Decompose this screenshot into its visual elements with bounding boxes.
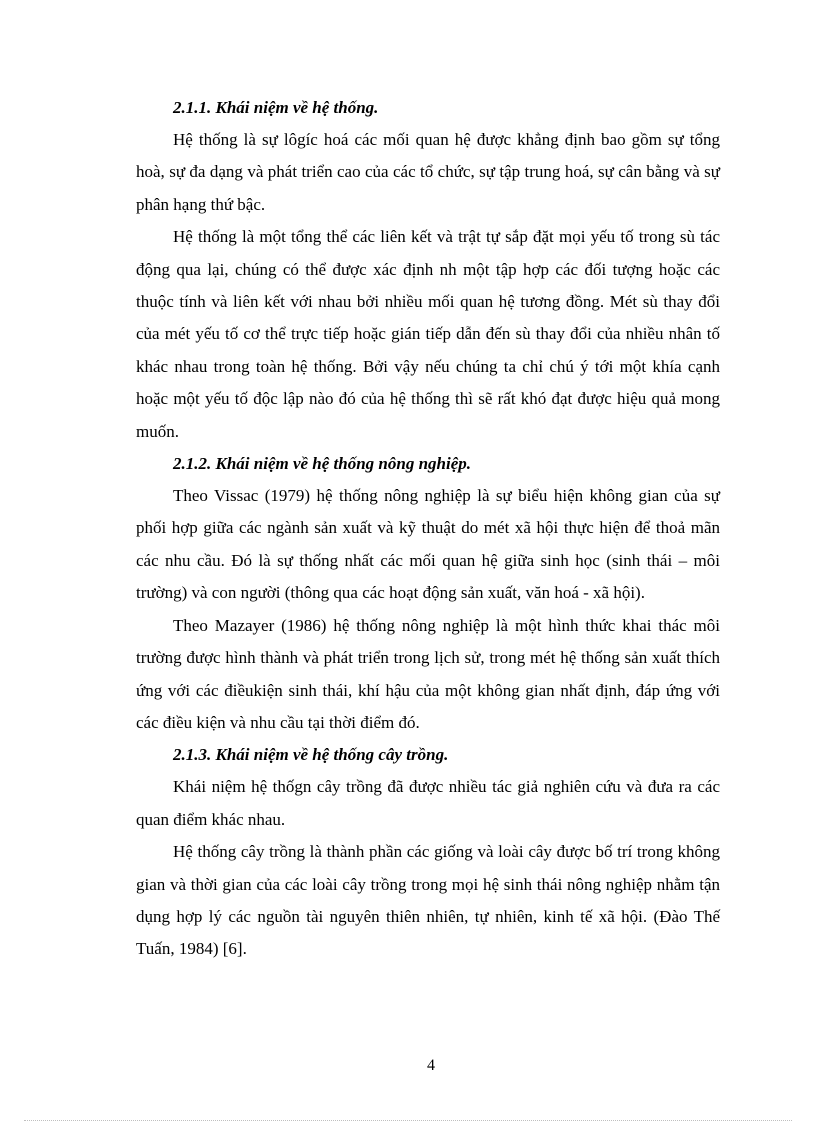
paragraph: Theo Mazayer (1986) hệ thống nông nghiệp là một hình thức khai thác môi trường được hình thành và phát triển trong lịch sử, trong mét hệ thống sản xuất thích ứng với các điềukiện sinh thái, khí hậu của một không gian nhất định, đáp ứng với các điều kiện và nhu cầu tại thời điểm đó.	[136, 615, 720, 732]
section-he-thong-cay-trong	[136, 739, 720, 965]
paragraph: Hệ thống cây trồng là thành phần các giống và loài cây được bố trí trong không gian và thời gian của các loài cây trồng trong mọi hệ sinh thái nông nghiệp nhằm tận dụng hợp lý các nguồn tài nguyên thiên nhiên, tự nhiên, kinh tế xã hội. (Đào Thế Tuấn, 1984) [6].	[136, 842, 720, 959]
section-heading: 2.1.3. Khái niệm về hệ thống cây trồng.	[173, 745, 449, 765]
document-body	[136, 92, 720, 966]
paragraph: Hệ thống là sự lôgíc hoá các mối quan hệ được khẳng định bao gồm sự tổng hoà, sự đa dạng và phát triển cao của các tổ chức, sự tập trung hoá, sự cân bằng và sự phân hạng thứ bậc.	[136, 130, 720, 214]
section-he-thong	[136, 92, 720, 448]
paragraph: Khái niệm hệ thốgn cây trồng đã được nhiều tác giả nghiên cứu và đưa ra các quan điểm khác nhau.	[136, 777, 720, 829]
section-heading: 2.1.1. Khái niệm về hệ thống.	[173, 98, 379, 117]
page-bottom-divider	[24, 1120, 792, 1121]
paragraph: Hệ thống là một tổng thể các liên kết và trật tự sắp đặt mọi yếu tố trong sù tác động qua lại, chúng có thể được xác định nh một tập hợp các đối tượng hoặc các thuộc tính và liên kết với nhau bởi nhiều mối quan hệ tương đồng. Mét sù thay đổi của mét yếu tố cơ thể trực tiếp hoặc gián tiếp dẫn đến sù thay đổi của nhiều nhân tố khác nhau trong toàn hệ thống. Bởi vậy nếu chúng ta chỉ chú ý tới một khía cạnh hoặc một yếu tố độc lập nào đó của hệ thống thì sẽ rất khó đạt được hiệu quả mong muốn.	[136, 227, 720, 441]
section-he-thong-nong-nghiep	[136, 448, 720, 739]
paragraph: Theo Vissac (1979) hệ thống nông nghiệp là sự biểu hiện không gian của sự phối hợp giữa các ngành sản xuất và kỹ thuật do mét xã hội thực hiện để thoả mãn các nhu cầu. Đó là sự thống nhất các mối quan hệ giữa sinh học (sinh thái – môi trường) và con người (thông qua các hoạt động sản xuất, văn hoá - xã hội).	[136, 486, 720, 603]
section-heading: 2.1.2. Khái niệm về hệ thống nông nghiệp.	[173, 454, 472, 474]
page-number: 4	[427, 1057, 435, 1074]
